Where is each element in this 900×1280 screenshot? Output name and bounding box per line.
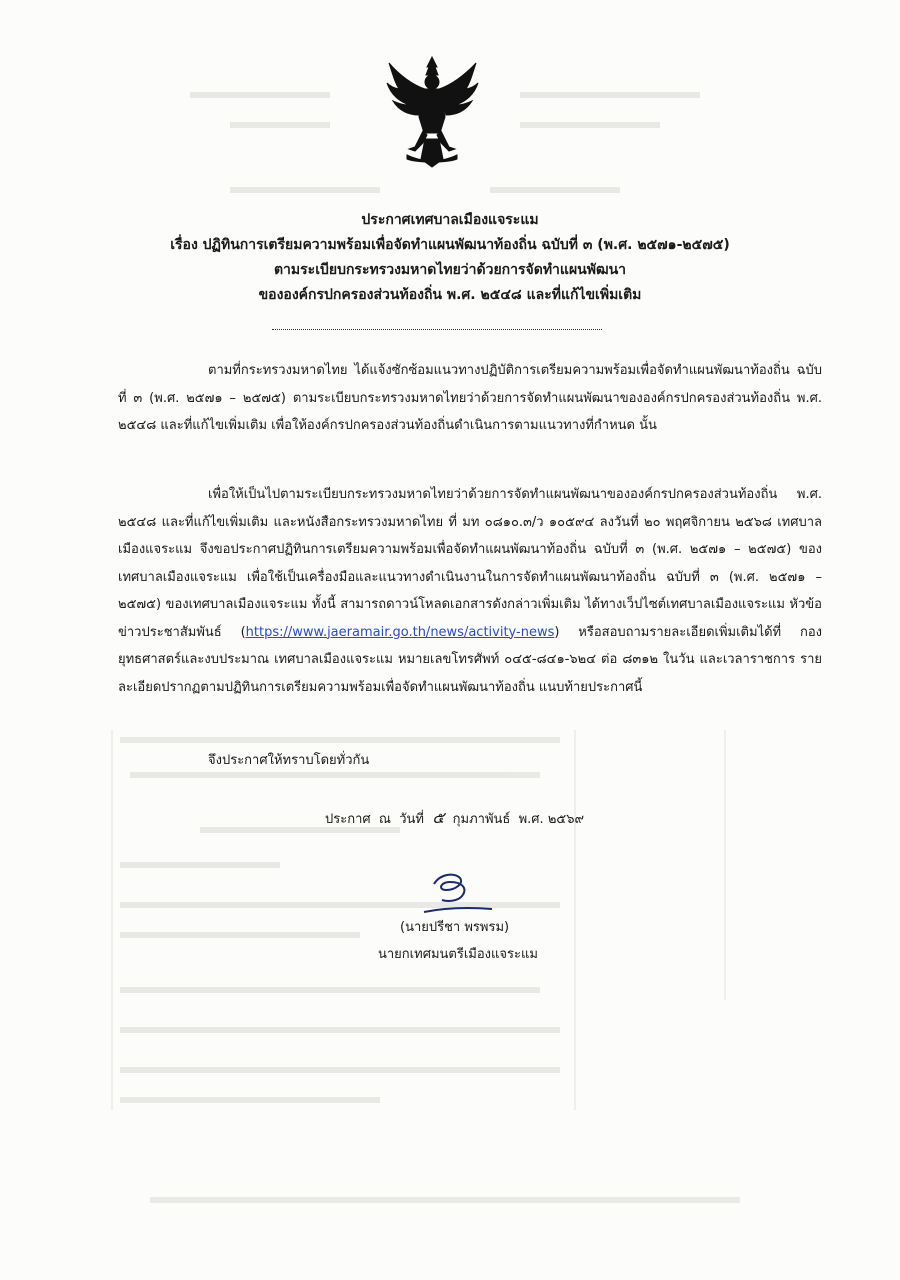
- announcement-subject-line-2: ตามระเบียบกระทรวงมหาดไทยว่าด้วยการจัดทำแผนพัฒนา: [273, 262, 627, 278]
- announcement-subject: เรื่อง ปฏิทินการเตรียมความพร้อมเพื่อจัดทำแผนพัฒนาท้องถิ่น ฉบับที่ ๓ (พ.ศ. ๒๕๗๑-๒๕๗๕): [170, 237, 730, 253]
- announcement-date: [325, 806, 584, 831]
- news-link[interactable]: https://www.jaeramair.go.th/news/activity-news: [245, 624, 555, 640]
- dotted-divider: [272, 329, 602, 330]
- date-suffix: กุมภาพันธ์ พ.ศ. ๒๕๖๙: [452, 812, 585, 827]
- body-paragraph-2-text-end: ) หรือสอบถามรายละเอียดเพิ่มเติมได้ที่ กองยุทธศาสตร์และงบประมาณ เทศบาลเมืองแจระแม หมายเลขโทรศัพท์ ๐๔๕-๘๔๑-๖๒๔ ต่อ ๘๓๑๒ ในวัน และเวลาราชการ รายละเอียดปรากฏตามปฏิทินการเตรียมความพร้อมเพื่อจัดทำแผนพัฒนาท้องถิ่น แนบท้ายประกาศนี้: [118, 624, 822, 695]
- announcement-subject-line-3: ขององค์กรปกครองส่วนท้องถิ่น พ.ศ. ๒๕๔๘ และที่แก้ไขเพิ่มเติม: [258, 287, 642, 303]
- closing-statement: จึงประกาศให้ทราบโดยทั่วกัน: [208, 753, 370, 768]
- announcement-title: ประกาศเทศบาลเมืองแจระแม: [361, 212, 539, 228]
- date-prefix: ประกาศ ณ วันที่: [325, 812, 424, 827]
- signatory-name: (นายปรีชา พรพรม): [400, 920, 510, 935]
- body-paragraph-1: ตามที่กระทรวงมหาดไทย ได้แจ้งซักซ้อมแนวทางปฏิบัติการเตรียมความพร้อมเพื่อจัดทำแผนพัฒนาท้องถิ่น ฉบับที่ ๓ (พ.ศ. ๒๕๗๑ – ๒๕๗๕) ตามระเบียบกระทรวงมหาดไทยว่าด้วยการจัดทำแผนพัฒนาขององค์กรปกครองส่วนท้องถิ่น พ.ศ. ๒๕๔๘ และที่แก้ไขเพิ่มเติม เพื่อให้องค์กรปกครองส่วนท้องถิ่นดำเนินการตามแนวทางที่กำหนด นั้น: [118, 363, 822, 433]
- garuda-emblem-icon: [385, 55, 480, 170]
- date-day: ๕: [432, 808, 445, 827]
- body-paragraph-2-text: เพื่อให้เป็นไปตามระเบียบกระทรวงมหาดไทยว่าด้วยการจัดทำแผนพัฒนาขององค์กรปกครองส่วนท้องถิ่น พ.ศ. ๒๕๔๘ และที่แก้ไขเพิ่มเติม และหนังสือกระทรวงมหาดไทย ที่ มท ๐๘๑๐.๓/ว ๑๐๕๙๔ ลงวันที่ ๒๐ พฤศจิกายน ๒๕๖๘ เทศบาลเมืองแจระแม จึงขอประกาศปฏิทินการเตรียมความพร้อมเพื่อจัดทำแผนพัฒนาท้องถิ่น ฉบับที่ ๓ (พ.ศ. ๒๕๗๑ – ๒๕๗๕) ของเทศบาลเมืองแจระแม เพื่อใช้เป็นเครื่องมือและแนวทางดำเนินงานในการจัดทำแผนพัฒนาท้องถิ่น ฉบับที่ ๓ (พ.ศ. ๒๕๗๑ – ๒๕๗๕) ของเทศบาลเมืองแจระแม ทั้งนี้ สามารถดาวน์โหลดเอกสารดังกล่าวเพิ่มเติม ได้ทางเว็ปไซต์เทศบาลเมืองแจระแม หัวข้อข่าวประชาสัมพันธ์ (: [118, 487, 823, 640]
- body-paragraph-2: [118, 481, 822, 701]
- signatory-title: นายกเทศมนตรีเมืองแจระแม: [378, 947, 538, 962]
- handwritten-signature: [420, 866, 495, 918]
